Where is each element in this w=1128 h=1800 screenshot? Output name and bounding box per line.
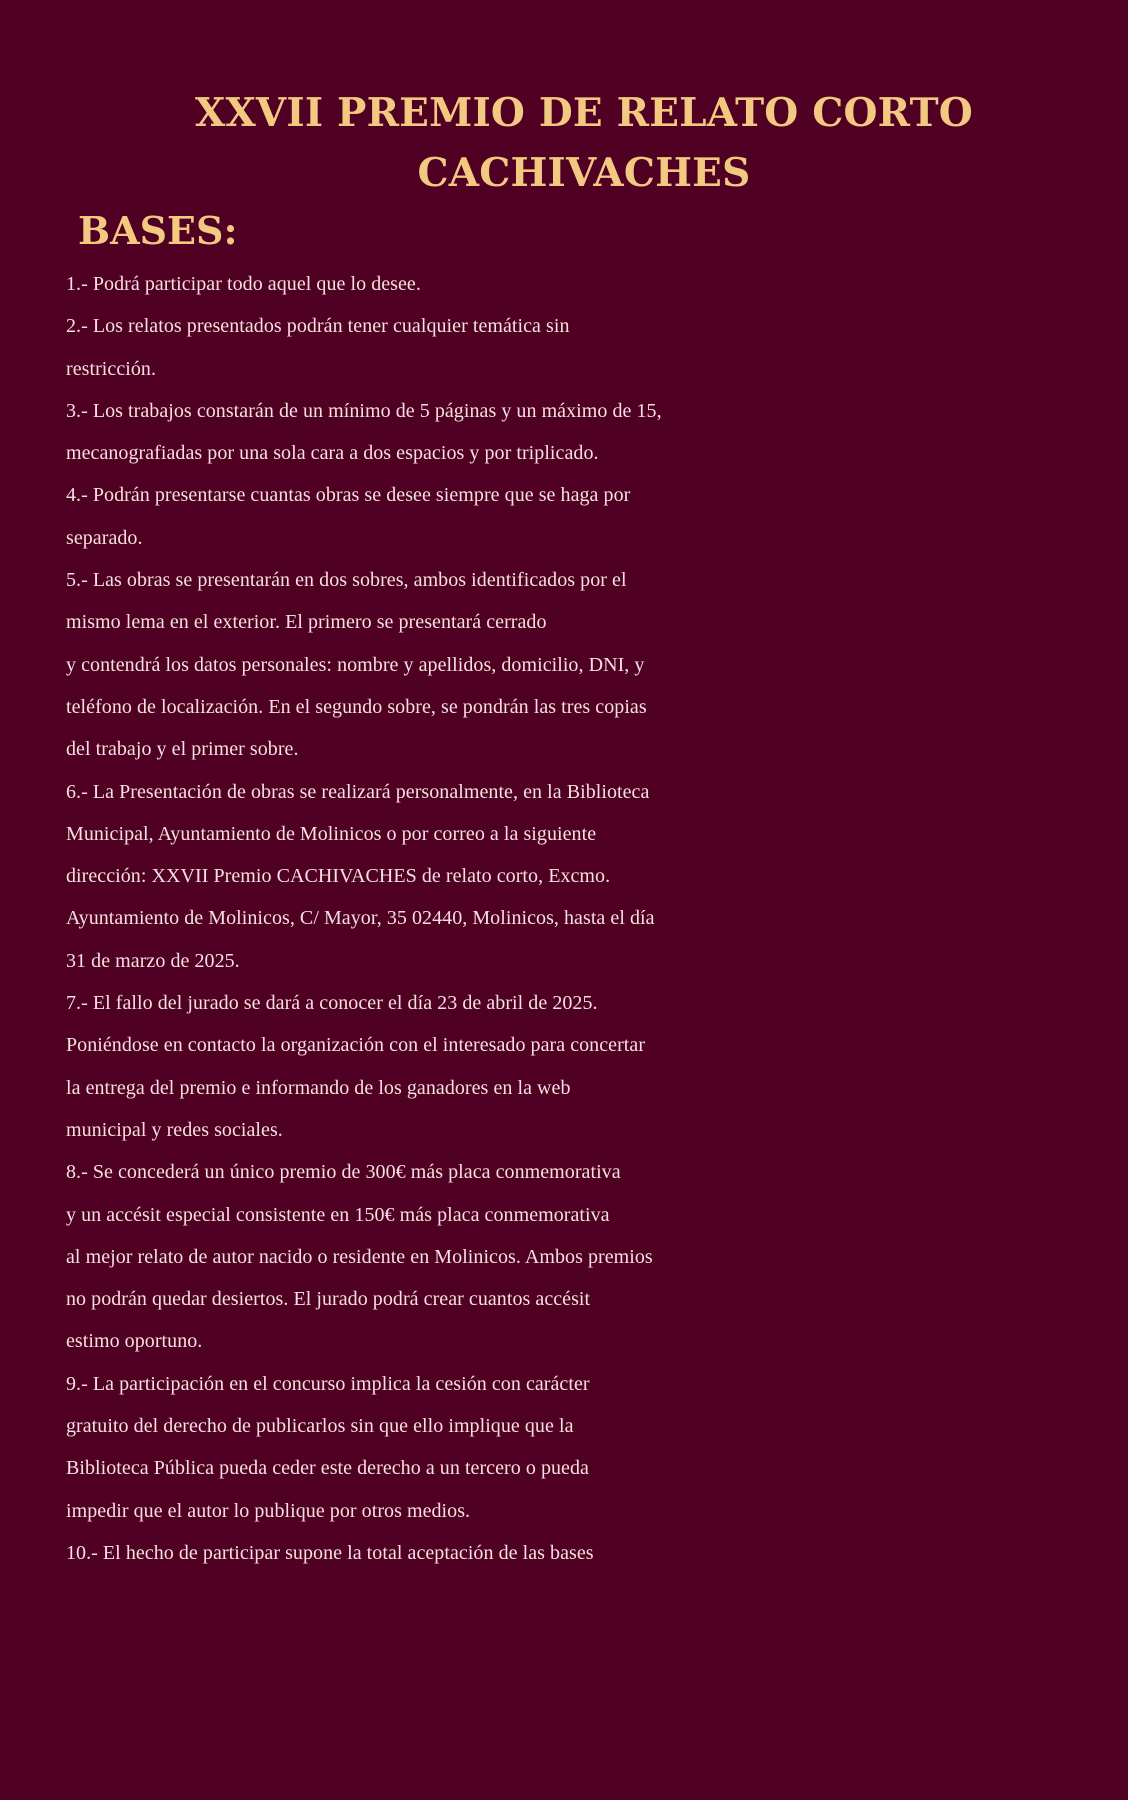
rule-text-line: 7.- El fallo del jurado se dará a conocer el día 23 de abril de 2025. [66,992,598,1015]
rule-text-line: 2.- Los relatos presentados podrán tener cualquier temática sin [66,315,570,338]
rule-text-line: teléfono de localización. En el segundo sobre, se pondrán las tres copias [66,695,647,718]
rule-text-line: mecanografiadas por una sola cara a dos espacios y por triplicado. [66,442,599,465]
bases-heading: BASES: [78,208,238,253]
rule-text-line: 5.- Las obras se presentarán en dos sobres, ambos identificados por el [66,569,627,592]
rule-text-line: Municipal, Ayuntamiento de Molinicos o por correo a la siguiente [66,822,597,845]
rule-text-line: 8.- Se concederá un único premio de 300€ más placa conmemorativa [66,1161,621,1184]
title-line-1: XXVII PREMIO DE RELATO CORTO [195,90,973,136]
rule-text-line: dirección: XXVII Premio CACHIVACHES de relato corto, Excmo. [66,865,611,888]
rule-text-line: mismo lema en el exterior. El primero se presentará cerrado [66,611,547,634]
rule-text-line: y un accésit especial consistente en 150€ más placa conmemorativa [66,1203,610,1226]
rule-text-line: separado. [66,526,143,549]
rule-text-line: Biblioteca Pública pueda ceder este derecho a un tercero o pueda [66,1457,589,1480]
rules-list [66,263,1126,1574]
rule-text-line: restricción. [66,357,157,380]
rule-text-line: 1.- Podrá participar todo aquel que lo desee. [66,273,421,295]
title-line-2: CACHIVACHES [417,150,751,196]
rule-text-line: del trabajo y el primer sobre. [66,738,299,761]
rule-text-line: gratuito del derecho de publicarlos sin que ello implique que la [66,1415,574,1438]
rule-text-line: 3.- Los trabajos constarán de un mínimo de 5 páginas y un máximo de 15, [66,399,662,422]
rule-text-line: la entrega del premio e informando de los ganadores en la web [66,1076,571,1099]
rule-text-line: 10.- El hecho de participar supone la total aceptación de las bases [66,1541,594,1564]
rule-text-line: y contendrá los datos personales: nombre y apellidos, domicilio, DNI, y [66,653,645,676]
rule-text-line: Poniéndose en contacto la organización con el interesado para concertar [66,1034,646,1057]
rule-text-line: no podrán quedar desiertos. El jurado podrá crear cuantos accésit [66,1288,591,1311]
rule-text-line: 4.- Podrán presentarse cuantas obras se desee siempre que se haga por [66,484,631,507]
rule-text-line: 31 de marzo de 2025. [66,949,240,972]
rule-text-line: al mejor relato de autor nacido o residente en Molinicos. Ambos premios [66,1245,653,1268]
rule-text-line: estimo oportuno. [66,1330,203,1353]
rule-text-line: 6.- La Presentación de obras se realizará personalmente, en la Biblioteca [66,780,650,803]
rule-text-line: municipal y redes sociales. [66,1118,283,1141]
rule-text-line: 9.- La participación en el concurso implica la cesión con carácter [66,1372,590,1395]
rule-text-line: impedir que el autor lo publique por otros medios. [66,1499,471,1522]
rule-text-line: Ayuntamiento de Molinicos, C/ Mayor, 35 02440, Molinicos, hasta el día [66,907,655,930]
